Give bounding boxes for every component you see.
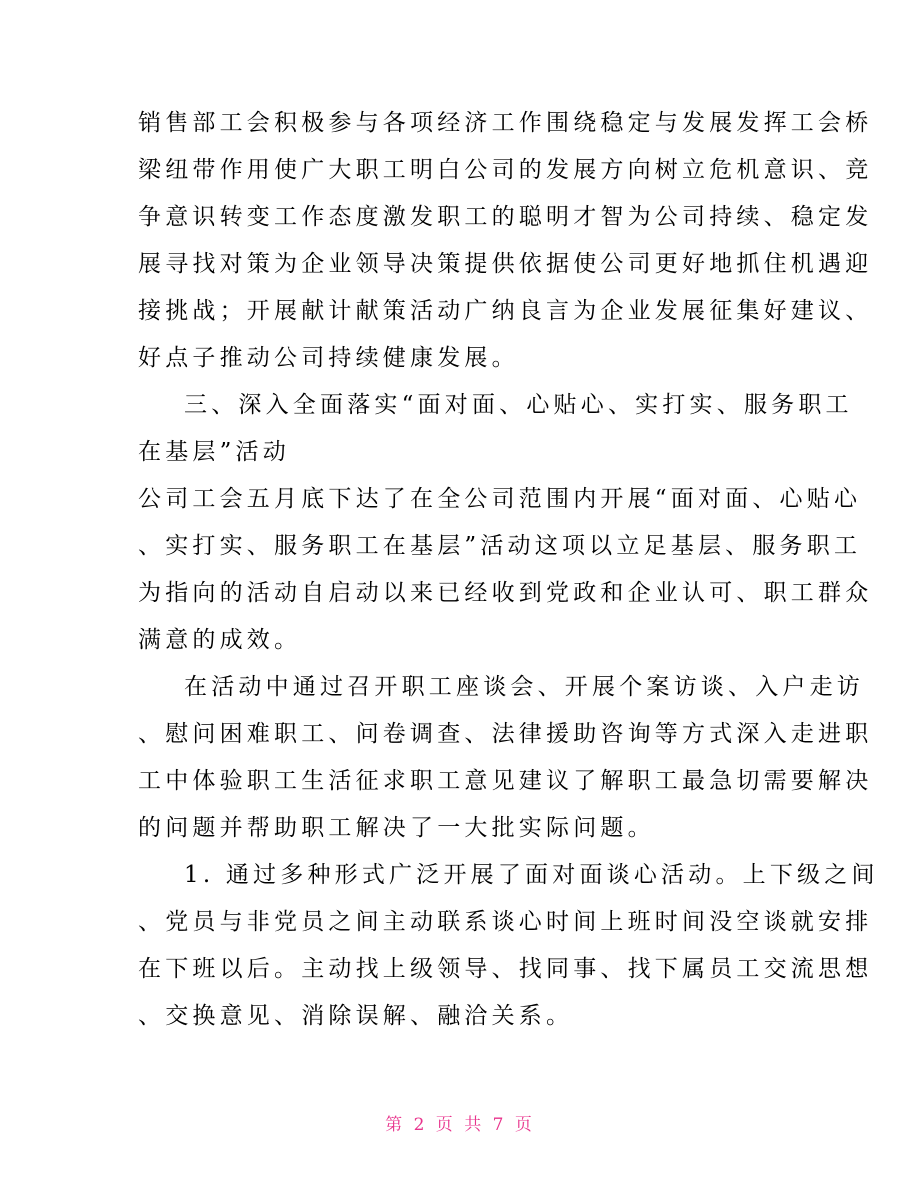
document-body [138, 100, 879, 1040]
section-heading-line: 在基层”活动 [138, 439, 290, 465]
text-line: 接挑战；开展献计献策活动广纳良言为企业发展征集好建议、 [138, 298, 873, 324]
text-line: 、慰问困难职工、问卷调查、法律援助咨询等方式深入走进职 [138, 721, 873, 747]
text-line: 展寻找对策为企业领导决策提供依据使公司更好地抓住机遇迎 [138, 251, 873, 277]
text-line: 工中体验职工生活征求职工意见建议了解职工最急切需要解决 [138, 768, 873, 794]
text-line: 公司工会五月底下达了在全公司范围内开展“面对面、心贴心 [138, 486, 862, 512]
text-line: 、党员与非党员之间主动联系谈心时间上班时间没空谈就安排 [138, 909, 873, 935]
page-number-footer: 第 2 页 共 7 页 [385, 1115, 535, 1135]
section-heading-line: 三、深入全面落实“面对面、心贴心、实打实、服务职工 [184, 392, 853, 418]
text-line: 争意识转变工作态度激发职工的聪明才智为公司持续、稳定发 [138, 204, 873, 230]
text-line: 为指向的活动自启动以来已经收到党政和企业认可、职工群众 [138, 580, 873, 606]
text-line: 满意的成效。 [138, 627, 302, 653]
text-line: 的问题并帮助职工解决了一大批实际问题。 [138, 815, 655, 841]
text-line: 好点子推动公司持续健康发展。 [138, 345, 519, 371]
text-line: 梁纽带作用使广大职工明白公司的发展方向树立危机意识、竞 [138, 157, 873, 183]
text-line: 在活动中通过召开职工座谈会、开展个案访谈、入户走访 [184, 674, 864, 700]
text-line: 、交换意见、消除误解、融洽关系。 [138, 1003, 574, 1029]
text-line: 销售部工会积极参与各项经济工作围绕稳定与发展发挥工会桥 [138, 110, 873, 136]
numbered-item-line: 1. 通过多种形式广泛开展了面对面谈心活动。上下级之间 [184, 862, 879, 888]
text-line: 、实打实、服务职工在基层”活动这项以立足基层、服务职工 [138, 533, 862, 559]
text-line: 在下班以后。主动找上级领导、找同事、找下属员工交流思想 [138, 956, 873, 982]
